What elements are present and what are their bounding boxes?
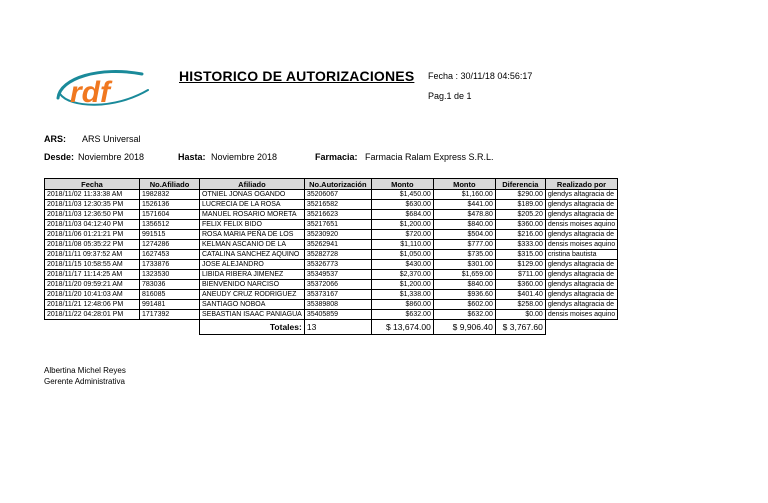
cell-diferencia: $360.00	[495, 220, 545, 230]
ars-value: ARS Universal	[82, 134, 141, 144]
table-row	[45, 310, 618, 320]
col-header-monto-2: Monto	[433, 179, 495, 190]
cell-monto: $632.00	[371, 310, 433, 320]
cell-fecha: 2018/11/03 04:12:40 PM	[45, 220, 140, 230]
cell-monto-2: $478.80	[433, 210, 495, 220]
cell-diferencia: $258.00	[495, 300, 545, 310]
table-row	[45, 300, 618, 310]
cell-no-afiliado: 1571604	[140, 210, 200, 220]
col-header-diferencia: Diferencia	[495, 179, 545, 190]
totals-label: Totales:	[200, 320, 305, 335]
table-row	[45, 260, 618, 270]
cell-realizado-por: glendys altagracia de	[545, 200, 617, 210]
cell-afiliado: CATALINA SANCHEZ AQUINO	[200, 250, 305, 260]
col-header-no-autorizacion: No.Autorización	[304, 179, 371, 190]
cell-realizado-por: cristina bautista	[545, 250, 617, 260]
cell-fecha: 2018/11/15 10:58:55 AM	[45, 260, 140, 270]
cell-diferencia: $205.20	[495, 210, 545, 220]
cell-monto-2: $735.00	[433, 250, 495, 260]
table-row	[45, 290, 618, 300]
cell-monto: $720.00	[371, 230, 433, 240]
totals-monto: $ 13,674.00	[371, 320, 433, 335]
cell-afiliado: ANEUDY CRUZ RODRIGUEZ	[200, 290, 305, 300]
cell-realizado-por: densis moises aquino	[545, 310, 617, 320]
table-header-row	[45, 179, 618, 190]
col-header-realizado-por: Realizado por	[545, 179, 617, 190]
table-row	[45, 230, 618, 240]
cell-no-afiliado: 1733876	[140, 260, 200, 270]
cell-monto-2: $1,659.00	[433, 270, 495, 280]
cell-realizado-por: glendys altagracia de	[545, 260, 617, 270]
cell-realizado-por: glendys altagracia de	[545, 300, 617, 310]
cell-monto-2: $936.60	[433, 290, 495, 300]
cell-diferencia: $333.00	[495, 240, 545, 250]
cell-monto: $1,338.00	[371, 290, 433, 300]
cell-realizado-por: glendys altagracia de	[545, 210, 617, 220]
cell-no-autorizacion: 35262941	[304, 240, 371, 250]
cell-realizado-por: glendys altagracia de	[545, 190, 617, 200]
cell-no-autorizacion: 35206067	[304, 190, 371, 200]
cell-monto: $1,110.00	[371, 240, 433, 250]
cell-no-afiliado: 1323530	[140, 270, 200, 280]
table-row	[45, 200, 618, 210]
cell-monto: $630.00	[371, 200, 433, 210]
cell-afiliado: SANTIAGO NOBOA	[200, 300, 305, 310]
cell-fecha: 2018/11/06 01:21:21 PM	[45, 230, 140, 240]
cell-no-autorizacion: 35216582	[304, 200, 371, 210]
farmacia-value: Farmacia Ralam Express S.R.L.	[365, 152, 494, 162]
cell-monto: $1,200.00	[371, 220, 433, 230]
cell-no-autorizacion: 35217651	[304, 220, 371, 230]
cell-monto-2: $632.00	[433, 310, 495, 320]
cell-monto-2: $1,160.00	[433, 190, 495, 200]
hasta-label: Hasta:	[178, 152, 206, 162]
cell-fecha: 2018/11/11 09:37:52 AM	[45, 250, 140, 260]
cell-monto-2: $840.00	[433, 280, 495, 290]
cell-no-afiliado: 1627453	[140, 250, 200, 260]
table-row	[45, 250, 618, 260]
cell-afiliado: LIBIDA RIBERA JIMENEZ	[200, 270, 305, 280]
cell-realizado-por: glendys altagracia de	[545, 270, 617, 280]
cell-no-afiliado: 816085	[140, 290, 200, 300]
cell-monto: $1,200.00	[371, 280, 433, 290]
cell-no-afiliado: 1717392	[140, 310, 200, 320]
cell-no-afiliado: 991481	[140, 300, 200, 310]
cell-no-afiliado: 991515	[140, 230, 200, 240]
col-header-fecha: Fecha	[45, 179, 140, 190]
cell-diferencia: $401.40	[495, 290, 545, 300]
cell-no-autorizacion: 35405859	[304, 310, 371, 320]
cell-fecha: 2018/11/21 12:48:06 PM	[45, 300, 140, 310]
rdf-logo	[50, 64, 154, 114]
cell-monto: $1,450.00	[371, 190, 433, 200]
cell-no-afiliado: 783036	[140, 280, 200, 290]
cell-no-autorizacion: 35282728	[304, 250, 371, 260]
table-row	[45, 280, 618, 290]
report-date: Fecha : 30/11/18 04:56:17	[428, 71, 533, 81]
cell-no-afiliado: 1356512	[140, 220, 200, 230]
table-row	[45, 220, 618, 230]
cell-fecha: 2018/11/08 05:35:22 PM	[45, 240, 140, 250]
cell-monto: $2,370.00	[371, 270, 433, 280]
cell-no-autorizacion: 35349537	[304, 270, 371, 280]
signature-role: Gerente Administrativa	[44, 377, 125, 386]
page-number: Pag.1 de 1	[428, 91, 472, 101]
cell-afiliado: SEBASTIAN ISAAC PANIAGUA	[200, 310, 305, 320]
cell-afiliado: KELMAN ASCANIO DE LA	[200, 240, 305, 250]
cell-monto: $860.00	[371, 300, 433, 310]
cell-afiliado: LUCRECIA DE LA ROSA	[200, 200, 305, 210]
totals-monto-2: $ 9,906.40	[433, 320, 495, 335]
cell-no-afiliado: 1274286	[140, 240, 200, 250]
cell-no-afiliado: 1526136	[140, 200, 200, 210]
cell-diferencia: $290.00	[495, 190, 545, 200]
cell-monto: $430.00	[371, 260, 433, 270]
totals-diferencia: $ 3,767.60	[495, 320, 545, 335]
cell-diferencia: $216.00	[495, 230, 545, 240]
cell-monto-2: $441.00	[433, 200, 495, 210]
cell-diferencia: $189.00	[495, 200, 545, 210]
farmacia-label: Farmacia:	[315, 152, 358, 162]
table-row	[45, 190, 618, 200]
cell-monto-2: $602.00	[433, 300, 495, 310]
cell-no-afiliado: 1982832	[140, 190, 200, 200]
cell-monto-2: $301.00	[433, 260, 495, 270]
cell-afiliado: OTNIEL JONAS OGANDO	[200, 190, 305, 200]
cell-afiliado: ROSA MARIA PEÑA DE LOS	[200, 230, 305, 240]
col-header-monto: Monto	[371, 179, 433, 190]
table-row	[45, 240, 618, 250]
signature-name: Albertina Michel Reyes	[44, 366, 126, 375]
cell-monto-2: $777.00	[433, 240, 495, 250]
cell-realizado-por: densis moises aquino	[545, 220, 617, 230]
report-title: HISTORICO DE AUTORIZACIONES	[179, 68, 415, 84]
cell-realizado-por: glendys altagracia de	[545, 230, 617, 240]
cell-no-autorizacion: 35216623	[304, 210, 371, 220]
hasta-value: Noviembre 2018	[211, 152, 278, 162]
desde-label: Desde:	[44, 152, 75, 162]
cell-no-autorizacion: 35373167	[304, 290, 371, 300]
totals-count: 13	[304, 320, 371, 335]
cell-no-autorizacion: 35389808	[304, 300, 371, 310]
cell-diferencia: $315.00	[495, 250, 545, 260]
cell-afiliado: FELIX FELIX BIDO	[200, 220, 305, 230]
ars-label: ARS:	[44, 134, 66, 144]
col-header-afiliado: Afiliado	[200, 179, 305, 190]
cell-realizado-por: glendys altagracia de	[545, 280, 617, 290]
col-header-no-afiliado: No.Afiliado	[140, 179, 200, 190]
svg-text:rdf: rdf	[70, 76, 110, 109]
authorizations-table	[44, 178, 618, 335]
cell-monto: $1,050.00	[371, 250, 433, 260]
cell-diferencia: $0.00	[495, 310, 545, 320]
cell-fecha: 2018/11/20 09:59:21 AM	[45, 280, 140, 290]
desde-value: Noviembre 2018	[78, 152, 145, 162]
cell-diferencia: $711.00	[495, 270, 545, 280]
cell-monto-2: $504.00	[433, 230, 495, 240]
cell-afiliado: JOSE ALEJANDRO	[200, 260, 305, 270]
cell-fecha: 2018/11/17 11:14:25 AM	[45, 270, 140, 280]
cell-no-autorizacion: 35372066	[304, 280, 371, 290]
cell-fecha: 2018/11/20 10:41:03 AM	[45, 290, 140, 300]
cell-realizado-por: densis moises aquino	[545, 240, 617, 250]
cell-afiliado: MANUEL ROSARIO MORETA	[200, 210, 305, 220]
cell-diferencia: $360.00	[495, 280, 545, 290]
cell-realizado-por: glendys altagracia de	[545, 290, 617, 300]
cell-afiliado: BIENVENIDO NARCISO	[200, 280, 305, 290]
totals-row	[45, 320, 618, 335]
cell-fecha: 2018/11/03 12:36:50 PM	[45, 210, 140, 220]
cell-fecha: 2018/11/22 04:28:01 PM	[45, 310, 140, 320]
cell-no-autorizacion: 35326773	[304, 260, 371, 270]
cell-monto: $684.00	[371, 210, 433, 220]
table-row	[45, 210, 618, 220]
cell-fecha: 2018/11/02 11:33:38 AM	[45, 190, 140, 200]
table-row	[45, 270, 618, 280]
cell-fecha: 2018/11/03 12:30:35 PM	[45, 200, 140, 210]
cell-monto-2: $840.00	[433, 220, 495, 230]
cell-diferencia: $129.00	[495, 260, 545, 270]
cell-no-autorizacion: 35230920	[304, 230, 371, 240]
